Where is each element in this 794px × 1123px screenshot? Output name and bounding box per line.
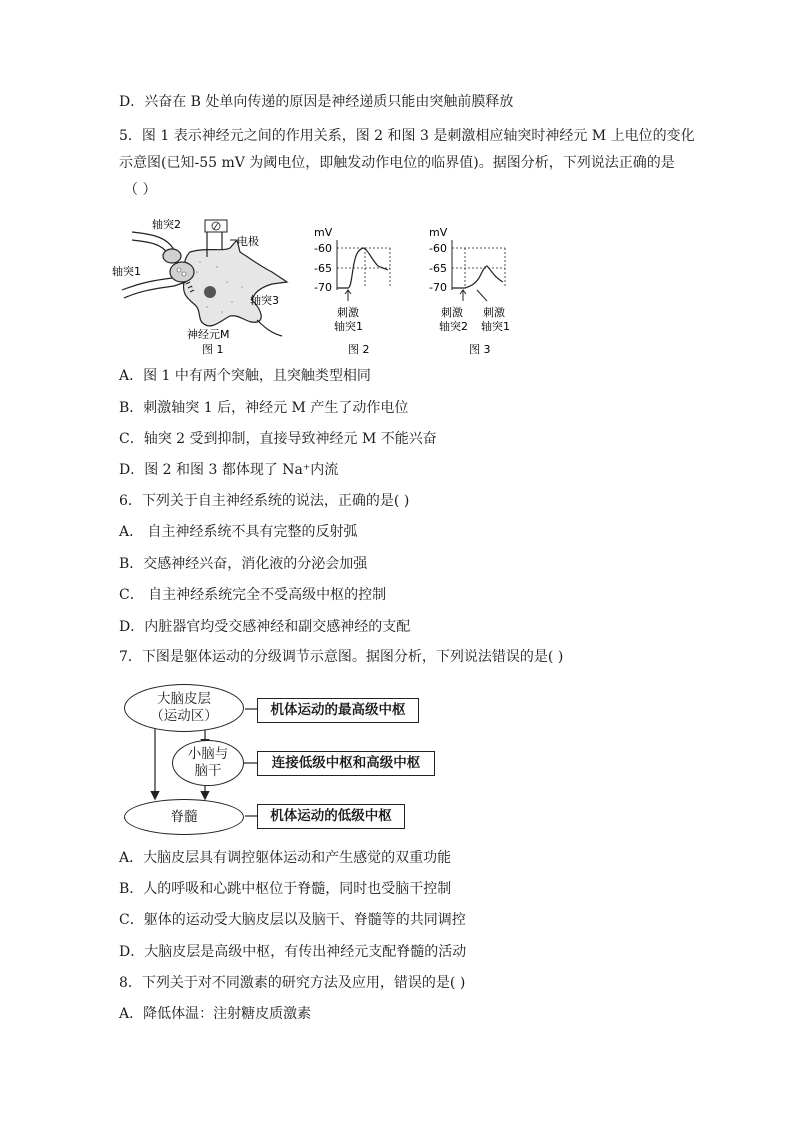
q5-option-d: D．图 2 和图 3 都体现了 Na⁺内流 (119, 462, 339, 478)
q6-option-d: D．内脏器官均受交感神经和副交感神经的支配 (119, 619, 411, 635)
q7-option-a: A．大脑皮层具有调控躯体运动和产生感觉的双重功能 (119, 850, 452, 866)
q7-stem: 7．下图是躯体运动的分级调节示意图。据图分析，下列说法错误的是( ) (119, 649, 564, 665)
figure-2-caption: 图 2 (348, 343, 370, 356)
fig3-stim-b2: 轴突1 (481, 320, 510, 333)
label-axon2: 轴突2 (152, 218, 181, 231)
figure-3-caption: 图 3 (469, 343, 491, 356)
fig3-stim-b1: 刺激 (483, 306, 505, 319)
q8-option-a: A．降低体温：注射糖皮质激素 (119, 1006, 312, 1022)
fig3-unit: mV (429, 226, 448, 239)
label-electrode: 电极 (237, 235, 259, 248)
q7-option-c: C．躯体的运动受大脑皮层以及脑干、脊髓等的共同调控 (119, 912, 466, 928)
fig2-tick-70: -70 (314, 281, 332, 294)
q6-option-c: C． 自主神经系统完全不受高级中枢的控制 (119, 587, 387, 603)
brainstem-sublabel: 脑干 (194, 763, 222, 779)
cortex-label: 大脑皮层 (157, 691, 211, 707)
fig2-stim-label2: 轴突1 (334, 320, 363, 333)
fig2-unit: mV (314, 226, 333, 239)
box-lower-center: 机体运动的低级中枢 (257, 804, 405, 829)
fig2-stim-label1: 刺激 (337, 306, 359, 319)
q5-stem-line1: 5．图 1 表示神经元之间的作用关系，图 2 和图 3 是刺激相应轴突时神经元 M 上电位的变化 (119, 128, 695, 144)
cortex-sublabel: （运动区） (150, 708, 218, 724)
label-axon3: 轴突3 (250, 294, 279, 307)
q6-option-b: B．交感神经兴奋，消化液的分泌会加强 (119, 556, 368, 572)
spinal-label: 脊髓 (170, 808, 198, 825)
q5-option-b: B．刺激轴突 1 后，神经元 M 产生了动作电位 (119, 400, 409, 416)
cortex-ellipse (124, 684, 244, 732)
spinal-ellipse (124, 799, 244, 835)
fig3-tick-60: -60 (429, 242, 447, 255)
figure-2-potential (310, 226, 405, 358)
label-neuron-m: 神经元M (187, 328, 230, 341)
figure-1-caption: 图 1 (202, 343, 224, 356)
q7-option-d: D．大脑皮层是高级中枢，有传出神经元支配脊髓的活动 (119, 944, 467, 960)
fig2-tick-65: -65 (314, 262, 332, 275)
fig3-stim-a2: 轴突2 (439, 320, 468, 333)
fig3-tick-65: -65 (429, 262, 447, 275)
label-axon1: 轴突1 (112, 265, 141, 278)
fig3-tick-70: -70 (429, 281, 447, 294)
q4-option-d: D．兴奋在 B 处单向传递的原因是神经递质只能由突触前膜释放 (119, 94, 514, 110)
figure-3-potential (425, 226, 535, 358)
fig3-stim-a1: 刺激 (441, 306, 463, 319)
brainstem-ellipse (172, 740, 244, 786)
fig2-tick-60: -60 (314, 242, 332, 255)
q6-stem: 6．下列关于自主神经系统的说法，正确的是( ) (119, 493, 410, 509)
q7-option-b: B．人的呼吸和心跳中枢位于脊髓，同时也受脑干控制 (119, 881, 452, 897)
q5-option-c: C．轴突 2 受到抑制，直接导致神经元 M 不能兴奋 (119, 431, 437, 447)
box-connect-centers: 连接低级中枢和高级中枢 (257, 751, 435, 776)
q5-answer-bracket: （ ） (124, 182, 157, 198)
box-highest-center: 机体运动的最高级中枢 (257, 698, 419, 723)
figure-1-neuron (112, 212, 292, 357)
q6-option-a: A． 自主神经系统不具有完整的反射弧 (119, 524, 358, 540)
q5-stem-line2: 示意图(已知-55 mV 为阈电位，即触发动作电位的临界值)。据图分析，下列说法正确的是 (119, 155, 675, 171)
q5-option-a: A．图 1 中有两个突触，且突触类型相同 (119, 368, 371, 384)
q8-stem: 8．下列关于对不同激素的研究方法及应用，错误的是( ) (119, 975, 466, 991)
brainstem-label: 小脑与 (187, 746, 229, 762)
